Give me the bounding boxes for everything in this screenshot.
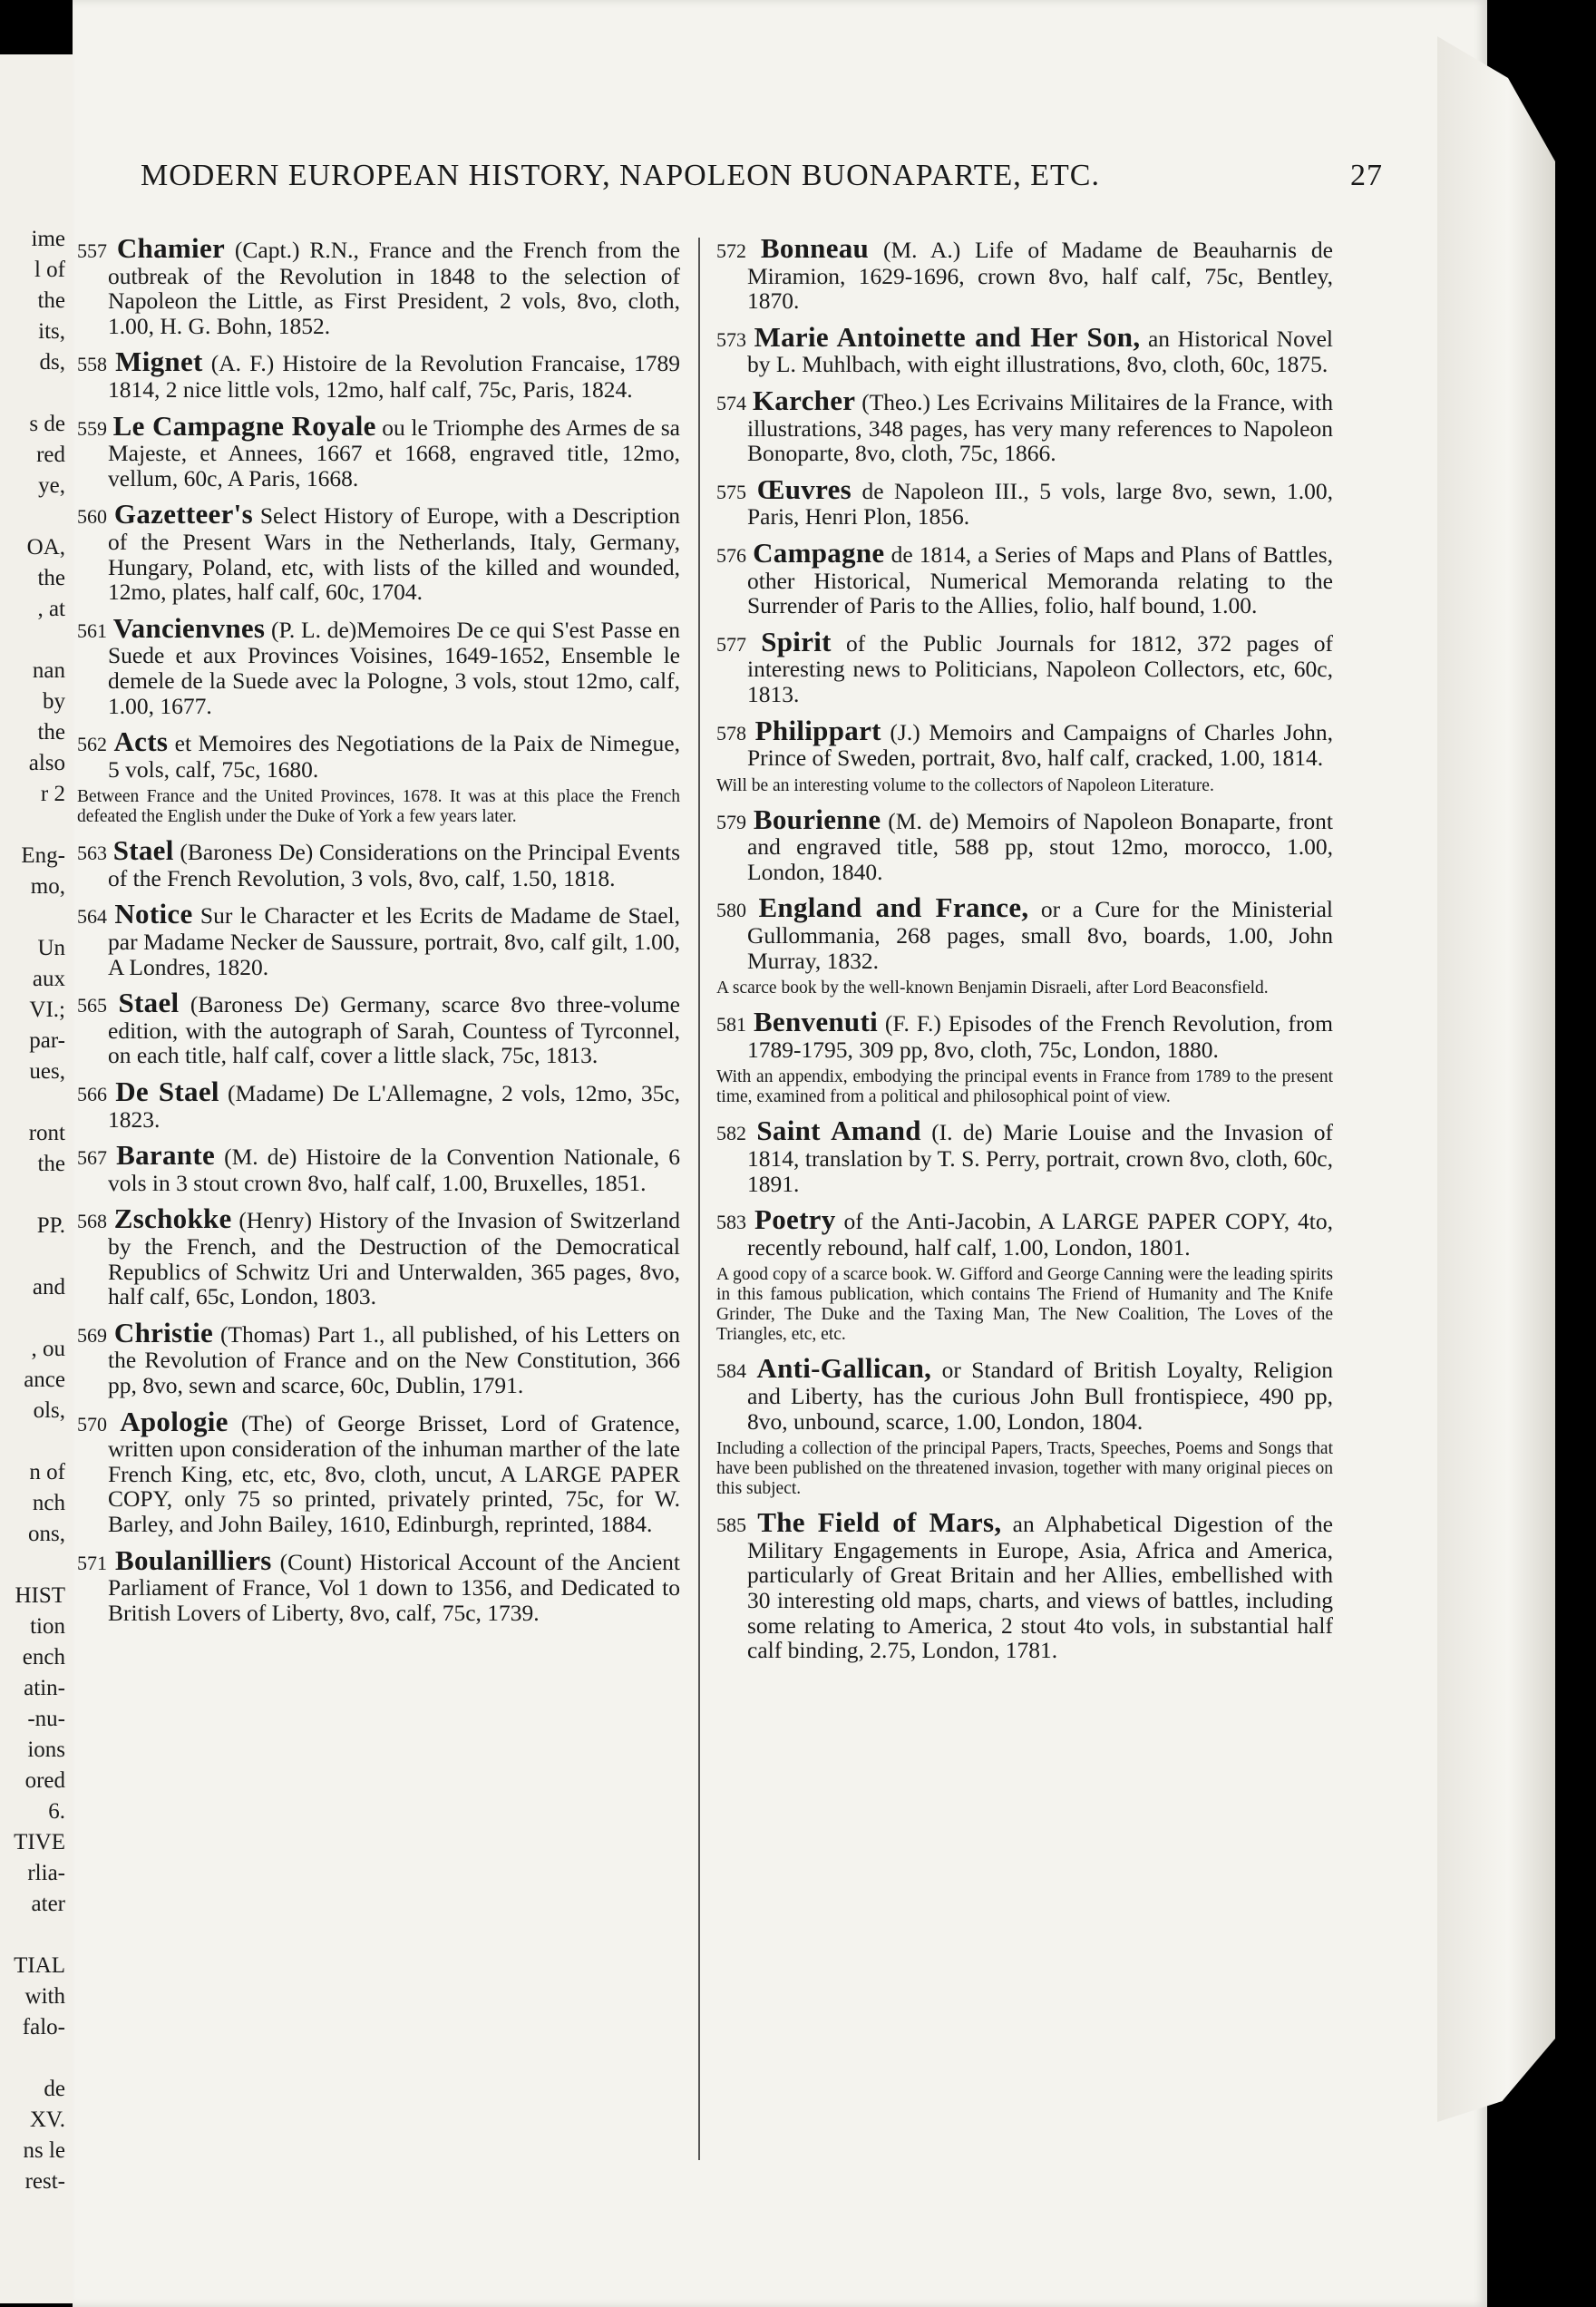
catalog-entry [77, 834, 680, 891]
entry-number: 569 [77, 1323, 107, 1347]
previous-page-text: the [37, 288, 65, 313]
catalog-entry [77, 1316, 680, 1398]
entry-heading: Acts [113, 725, 169, 758]
catalog-page [73, 0, 1487, 2307]
entry-number: 561 [77, 618, 107, 642]
page-edge [1437, 36, 1555, 2122]
entry-heading: Benvenuti [753, 1006, 878, 1038]
entry-text: et Memoires des Negotiations de la Paix de Nimegue, 5 vols, calf, 75c, 1680. [108, 730, 681, 783]
entry-number: 582 [716, 1122, 746, 1145]
previous-page-text: red [36, 443, 65, 467]
entry-text: of the Anti-Jacobin, A LARGE PAPER COPY, 4to, recently rebound, half calf, 1.00, London, 1801. [747, 1208, 1333, 1261]
previous-page-text: ions [27, 1738, 65, 1762]
page-title: MODERN EUROPEAN HISTORY, NAPOLEON BUONAPARTE, ETC. [141, 159, 1100, 192]
previous-page-text: falo- [22, 2015, 65, 2039]
entry-text: (Theo.) Les Ecrivains Militaires de la France, with illustrations, 348 pages, has very many references to Napoleon Bonoparte, 8vo, cloth, 75c, 1866. [747, 388, 1334, 467]
previous-page-text: ored [24, 1768, 65, 1793]
previous-page-text: ance [24, 1368, 65, 1392]
entry-text: (Baroness De) Germany, scarce 8vo three-volume edition, with the autograph of Sarah, Countess of Tyrconnel, on each title, half calf, cover a little slack, 75c, 1813. [108, 991, 680, 1069]
previous-page-text: ons, [28, 1522, 65, 1546]
catalog-entry [716, 1352, 1334, 1435]
entry-number: 570 [77, 1412, 107, 1436]
entry-text: or Standard of British Loyalty, Religion and Liberty, has the curious John Bull frontispiece, 490 pp, 8vo, unbound, scarce, 1.00, London, 1804. [747, 1357, 1334, 1435]
catalog-entry [716, 714, 1333, 772]
entry-heading: Mignet [115, 346, 203, 378]
entry-text: an Alphabetical Digestion of the Military Engagements in Europe, Asia, Africa and America, particularly of Great Britain and her Allies, embellished with 30 interesting old maps, charts, and views of battles, including some relating to America, 2 stout 4to vols, in substantial half calf binding, 2.75, London, 1781. [747, 1511, 1333, 1664]
entry-number: 577 [716, 632, 746, 656]
previous-page-text: ye, [38, 473, 65, 498]
previous-page-text: VI.; [29, 998, 65, 1022]
entry-heading: England and France, [758, 891, 1029, 924]
entry-heading: Chamier [116, 232, 226, 264]
entry-heading: De Stael [115, 1076, 219, 1108]
entry-number: 560 [77, 505, 107, 529]
previous-page-text: its, [38, 319, 65, 344]
entry-heading: Zschokke [113, 1202, 232, 1235]
catalog-entry [716, 232, 1333, 315]
entry-text: (Capt.) R.N., France and the French from the outbreak of the Revolution in 1848 to the selection of Napoleon the Little, as First President, 2 vols, 8vo, cloth, 1.00, H. G. Bohn, 1852. [108, 237, 680, 339]
entry-text: (P. L. de)Memoires De ce qui S'est Passe en Suede et aux Provinces Voisines, 1649-1652, Ensemble le demele de la Suede avec la Pologne, 3 vols, stout 12mo, calf, 1.00, 1677. [108, 616, 681, 719]
entry-text: Select History of Europe, with a Description of the Present Wars in the Netherlands, Italy, Germany, Hungary, Poland, etc, with lists of the killed and wounded, 12mo, plates, half calf, 60c, 1704. [108, 502, 681, 606]
previous-page-text: with [24, 1984, 65, 2009]
previous-page-text: OA, [26, 535, 65, 560]
previous-page-text: atin- [24, 1676, 65, 1700]
entry-text: ou le Triomphe des Armes de sa Majeste, et Annees, 1667 et 1668, engraved title, 12mo, vellum, 60c, A Paris, 1668. [108, 414, 681, 492]
entry-text: Sur le Character et les Ecrits de Madame de Stael, par Madame Necker de Saussure, portrait, 8vo, calf gilt, 1.00, A Londres, 1820. [108, 902, 680, 980]
entry-number: 574 [716, 391, 746, 414]
entry-heading: Œuvres [756, 472, 852, 505]
entry-text: (M. de) Histoire de la Convention Nationale, 6 vols in 3 stout crown 8vo, half calf, 1.00, Bruxelles, 1851. [108, 1144, 681, 1196]
previous-page-text: tion [30, 1614, 65, 1639]
entry-heading: Poetry [754, 1203, 836, 1236]
entry-heading: Karcher [752, 384, 856, 416]
entry-number: 559 [77, 416, 107, 440]
entry-heading: Anti-Gallican, [756, 1352, 932, 1385]
right-column [716, 232, 1334, 1674]
entry-number: 578 [716, 721, 746, 745]
entry-note: Including a collection of the principal Papers, Tracts, Speeches, Poems and Songs that have been published on the threatened invasion, together with many original pieces on this subject. [716, 1439, 1333, 1499]
previous-page-text: par- [29, 1028, 65, 1053]
previous-page-text: l of [34, 258, 65, 282]
previous-page-text: 6. [48, 1799, 65, 1824]
previous-page-text: Un [37, 936, 65, 960]
entry-text: (I. de) Marie Louise and the Invasion of 1814, translation by T. S. Perry, portrait, crown 8vo, cloth, 60c, 1891. [747, 1119, 1334, 1197]
previous-page-text: TIAL [14, 1953, 65, 1978]
entry-note: A scarce book by the well-known Benjamin Disraeli, after Lord Beaconsfield. [716, 978, 1269, 998]
catalog-entry [716, 1506, 1333, 1664]
entry-text: (The) of George Brisset, Lord of Gratence, written upon consideration of the inhuman marther of the late French King, etc, etc, 8vo, cloth, uncut, A LARGE PAPER COPY, only 75 so printed, privately printed, 75c, for W. Barley, and John Bailey, 1610, Edinburgh, reprinted, 1884. [108, 1409, 680, 1537]
entry-text: (A. F.) Histoire de la Revolution Francaise, 1789 1814, 2 nice little vols, 12mo, half calf, 75c, Paris, 1824. [108, 350, 681, 403]
previous-page-fragment [0, 54, 73, 2303]
catalog-entry [77, 611, 681, 719]
entry-number: 573 [716, 327, 746, 351]
entry-text: (M. A.) Life of Madame de Beauharnis de Miramion, 1629-1696, crown 8vo, half calf, 75c, Bentley, 1870. [747, 237, 1333, 315]
catalog-entry [716, 1006, 1333, 1063]
entry-heading: Spirit [761, 625, 832, 657]
previous-page-text: mo, [30, 874, 65, 899]
catalog-entry [716, 384, 1334, 467]
entry-number: 583 [716, 1211, 746, 1234]
page-number: 27 [1350, 159, 1383, 192]
previous-page-text: , ou [31, 1337, 65, 1361]
entry-text: (M. de) Memoirs of Napoleon Bonaparte, front and engraved title, 588 pp, stout 12mo, morocco, 1.00, London, 1840. [747, 807, 1333, 885]
previous-page-text: ols, [33, 1398, 65, 1423]
entry-text: (Thomas) Part 1., all published, of his Letters on the Revolution of France and on the New Constitution, 366 pp, 8vo, sewn and scarce, 60c, Dublin, 1791. [108, 1320, 680, 1398]
entry-heading: Le Campagne Royale [112, 409, 376, 442]
entry-text: (Baroness De) Considerations on the Principal Events of the French Revolution, 3 vols, 8vo, calf, 1.50, 1818. [108, 839, 680, 891]
entry-number: 585 [716, 1514, 746, 1537]
previous-page-text: ns le [23, 2138, 65, 2163]
catalog-entry [77, 1076, 681, 1133]
entry-heading: Bourienne [753, 803, 881, 835]
previous-page-text: ront [28, 1121, 65, 1145]
entry-text: de Napoleon III., 5 vols, large 8vo, sewn, 1.00, Paris, Henri Plon, 1856. [747, 477, 1333, 531]
previous-page-text: , at [37, 597, 65, 621]
catalog-entry [77, 346, 681, 403]
entry-note: With an appendix, embodying the principal events in France from 1789 to the present time, examined from a political and philosophical point of view. [716, 1067, 1333, 1107]
entry-heading: Boulanilliers [114, 1543, 272, 1576]
entry-heading: Barante [116, 1139, 215, 1172]
previous-page-text: de [44, 2077, 65, 2101]
previous-page-text: rest- [24, 2169, 65, 2194]
previous-page-text: r 2 [40, 782, 65, 806]
entry-number: 579 [716, 810, 746, 833]
catalog-entry [77, 232, 680, 339]
entry-heading: Marie Antoinette and Her Son, [754, 320, 1141, 353]
previous-page-text: XV. [29, 2107, 65, 2132]
entry-number: 581 [716, 1013, 746, 1037]
entry-heading: Stael [118, 987, 180, 1019]
catalog-entry [77, 498, 681, 606]
entry-number: 558 [77, 353, 107, 376]
entry-number: 565 [77, 994, 107, 1017]
entry-heading: The Field of Mars, [757, 1506, 1002, 1539]
catalog-entry [77, 725, 681, 783]
entry-number: 575 [716, 480, 746, 503]
entry-heading: Apologie [120, 1405, 229, 1437]
previous-page-text: and [32, 1275, 65, 1300]
catalog-entry [77, 1202, 681, 1310]
entry-note: Will be an interesting volume to the collectors of Napoleon Literature. [716, 775, 1214, 795]
entry-text: an Historical Novel by L. Muhlbach, with eight illustrations, 8vo, cloth, 60c, 1875. [747, 325, 1334, 378]
previous-page-text: ds, [39, 350, 65, 375]
catalog-entry [716, 320, 1334, 378]
previous-page-text: the [37, 720, 65, 745]
previous-page-text: HIST [15, 1583, 65, 1608]
entry-heading: Philippart [754, 714, 881, 746]
catalog-entry [77, 409, 681, 492]
previous-page-text: s de [29, 412, 65, 436]
entry-text: (Madame) De L'Allemagne, 2 vols, 12mo, 35c, 1823. [108, 1080, 681, 1133]
previous-page-text: aux [32, 967, 65, 991]
entry-number: 564 [77, 905, 107, 929]
entry-number: 584 [716, 1359, 746, 1383]
catalog-entry [77, 1543, 681, 1626]
catalog-entry [716, 1115, 1334, 1197]
entry-number: 568 [77, 1210, 107, 1233]
entry-heading: Gazetteer's [113, 498, 253, 531]
entry-text: (F. F.) Episodes of the French Revolution, from 1789-1795, 309 pp, 8vo, cloth, 75c, London, 1880. [747, 1010, 1333, 1063]
previous-page-text: ime [31, 227, 65, 251]
previous-page-text: nch [32, 1491, 65, 1515]
column-divider [698, 238, 700, 2160]
catalog-entry [716, 472, 1333, 531]
entry-text: de 1814, a Series of Maps and Plans of Battles, other Historical, Numerical Memoranda relating to the Surrender of Paris to the Allies, folio, half bound, 1.00. [747, 540, 1333, 619]
entry-text: (J.) Memoirs and Campaigns of Charles John, Prince of Sweden, portrait, 8vo, half calf, cracked, 1.00, 1814. [747, 718, 1333, 772]
previous-page-text: by [43, 689, 65, 714]
entry-number: 571 [77, 1551, 107, 1574]
previous-page-text: Eng- [21, 843, 65, 868]
entry-number: 566 [77, 1083, 107, 1106]
entry-text: (Count) Historical Account of the Ancient Parliament of France, Vol 1 down to 1356, and Dedicated to British Lovers of Liberty, 8vo, calf, 75c, 1739. [108, 1548, 681, 1626]
previous-page-text: n of [29, 1460, 65, 1484]
previous-page-text: nan [32, 658, 65, 683]
entry-number: 576 [716, 543, 746, 567]
catalog-entry [77, 1139, 681, 1196]
previous-page-text: ues, [29, 1059, 65, 1084]
previous-page-text: also [28, 751, 65, 775]
previous-page-text: the [37, 1152, 65, 1176]
entry-number: 562 [77, 733, 107, 756]
entry-number: 567 [77, 1146, 107, 1170]
entry-text: or a Cure for the Ministerial Gullommania, 268 pages, small 8vo, boards, 1.00, John Murray, 1832. [747, 896, 1333, 974]
entry-heading: Campagne [753, 536, 885, 569]
previous-page-text: -nu- [27, 1707, 65, 1731]
entry-heading: Bonneau [760, 232, 870, 264]
previous-page-text: ench [22, 1645, 65, 1669]
catalog-entry [716, 1203, 1333, 1261]
catalog-entry [716, 625, 1333, 707]
catalog-entry [716, 891, 1333, 974]
entry-heading: Vancienvnes [112, 611, 266, 644]
previous-page-text: the [37, 566, 65, 590]
previous-page-text: rlia- [27, 1861, 65, 1885]
entry-number: 572 [716, 239, 746, 262]
catalog-entry [77, 898, 680, 980]
entry-heading: Notice [114, 898, 193, 930]
catalog-entry [77, 1405, 680, 1537]
previous-page-text: ater [31, 1892, 65, 1916]
entry-heading: Christie [113, 1316, 214, 1348]
entry-note: Between France and the United Provinces, 1678. It was at this place the French defeated the English under the Duke of York a few years later. [77, 787, 680, 827]
entry-note: A good copy of a scarce book. W. Gifford and George Canning were the leading spirits in this famous publication, which contains The Friend of Humanity and The Knife Grinder, The Duke and the Taxing Man, The New Coalition, The Loves of the Triangles, etc, etc. [716, 1265, 1333, 1345]
entry-text: of the Public Journals for 1812, 372 pages of interesting news to Politicians, Napoleon Collectors, etc, 60c, 1813. [747, 629, 1333, 707]
entry-number: 563 [77, 842, 107, 865]
entry-heading: Stael [112, 834, 174, 867]
catalog-entry [77, 987, 680, 1069]
previous-page-text: PP. [36, 1213, 65, 1238]
entry-number: 557 [77, 239, 107, 262]
catalog-entry [716, 803, 1333, 885]
entry-number: 580 [716, 899, 746, 922]
entry-text: (Henry) History of the Invasion of Switzerland by the French, and the Destruction of the Democratical Republics of Schwitz Uri and Unterwalden, 365 pages, 8vo, half calf, 65c, London, 1803. [108, 1207, 681, 1310]
catalog-entry [716, 536, 1333, 619]
left-column [77, 232, 681, 1636]
entry-heading: Saint Amand [756, 1115, 921, 1147]
previous-page-text: TIVE [14, 1830, 65, 1854]
